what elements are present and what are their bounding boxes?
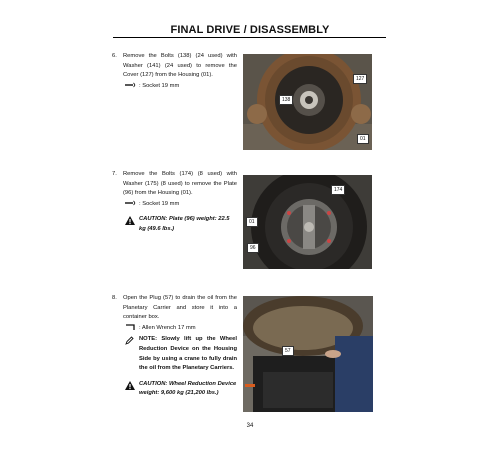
callout-label: 01	[357, 134, 369, 144]
note-text: NOTE: Slowly lift up the Wheel Reduction Device on the Housing Side by using a crane to fully drain the oil from the Planetary Carriers.	[139, 336, 237, 372]
page-title: FINAL DRIVE / DISASSEMBLY	[170, 24, 330, 36]
photo-plate-removal	[243, 175, 372, 269]
step-text: Remove the Bolts (138) (24 used) with Washer (141) (24 used) to remove the Cover (127) from the Housing (01).	[123, 53, 237, 79]
step-6	[113, 52, 237, 91]
tool-label: : Socket 19 mm	[139, 200, 180, 207]
caution-text: CAUTION: Plate (96) weight: 22.5 kg (49.6 lbs.)	[139, 216, 230, 232]
allen-wrench-icon	[125, 324, 135, 336]
caution-note	[113, 380, 237, 399]
step-7	[113, 170, 237, 235]
callout-label: 138	[279, 95, 293, 105]
tool-line	[113, 200, 237, 210]
step-number: 8.	[112, 295, 117, 301]
pencil-icon	[125, 336, 134, 350]
callout-label: 57	[282, 346, 294, 356]
note	[113, 335, 237, 373]
step-text: Remove the Bolts (174) (8 used) with Washer (175) (8 used) to remove the Plate (96) from the Housing (01).	[123, 171, 237, 197]
wrench-icon	[125, 200, 137, 211]
caution-note	[113, 215, 237, 234]
warning-icon	[125, 216, 135, 230]
step-number: 7.	[112, 171, 117, 177]
callout-label: 96	[247, 243, 259, 253]
warning-icon	[125, 381, 135, 395]
callout-label: 174	[331, 185, 345, 195]
tool-line	[113, 82, 237, 92]
callout-label: 127	[353, 74, 367, 84]
tool-label: : Allen Wrench 17 mm	[139, 324, 196, 331]
step-number: 6.	[112, 53, 117, 59]
page-number: 34	[246, 423, 254, 429]
wrench-icon	[125, 82, 137, 93]
photo-cover-removal	[243, 54, 372, 150]
tool-label: : Socket 19 mm	[139, 82, 180, 89]
callout-label: 01	[246, 217, 258, 227]
title-rule	[113, 37, 386, 38]
tool-line	[113, 324, 237, 334]
photo-oil-drain	[243, 296, 373, 412]
caution-text: CAUTION: Wheel Reduction Device weight: 9,600 kg (21,200 lbs.)	[139, 380, 237, 397]
step-text: Open the Plug (57) to drain the oil from the Planetary Carrier and store it into a container box.	[123, 295, 237, 321]
step-8	[113, 294, 237, 399]
